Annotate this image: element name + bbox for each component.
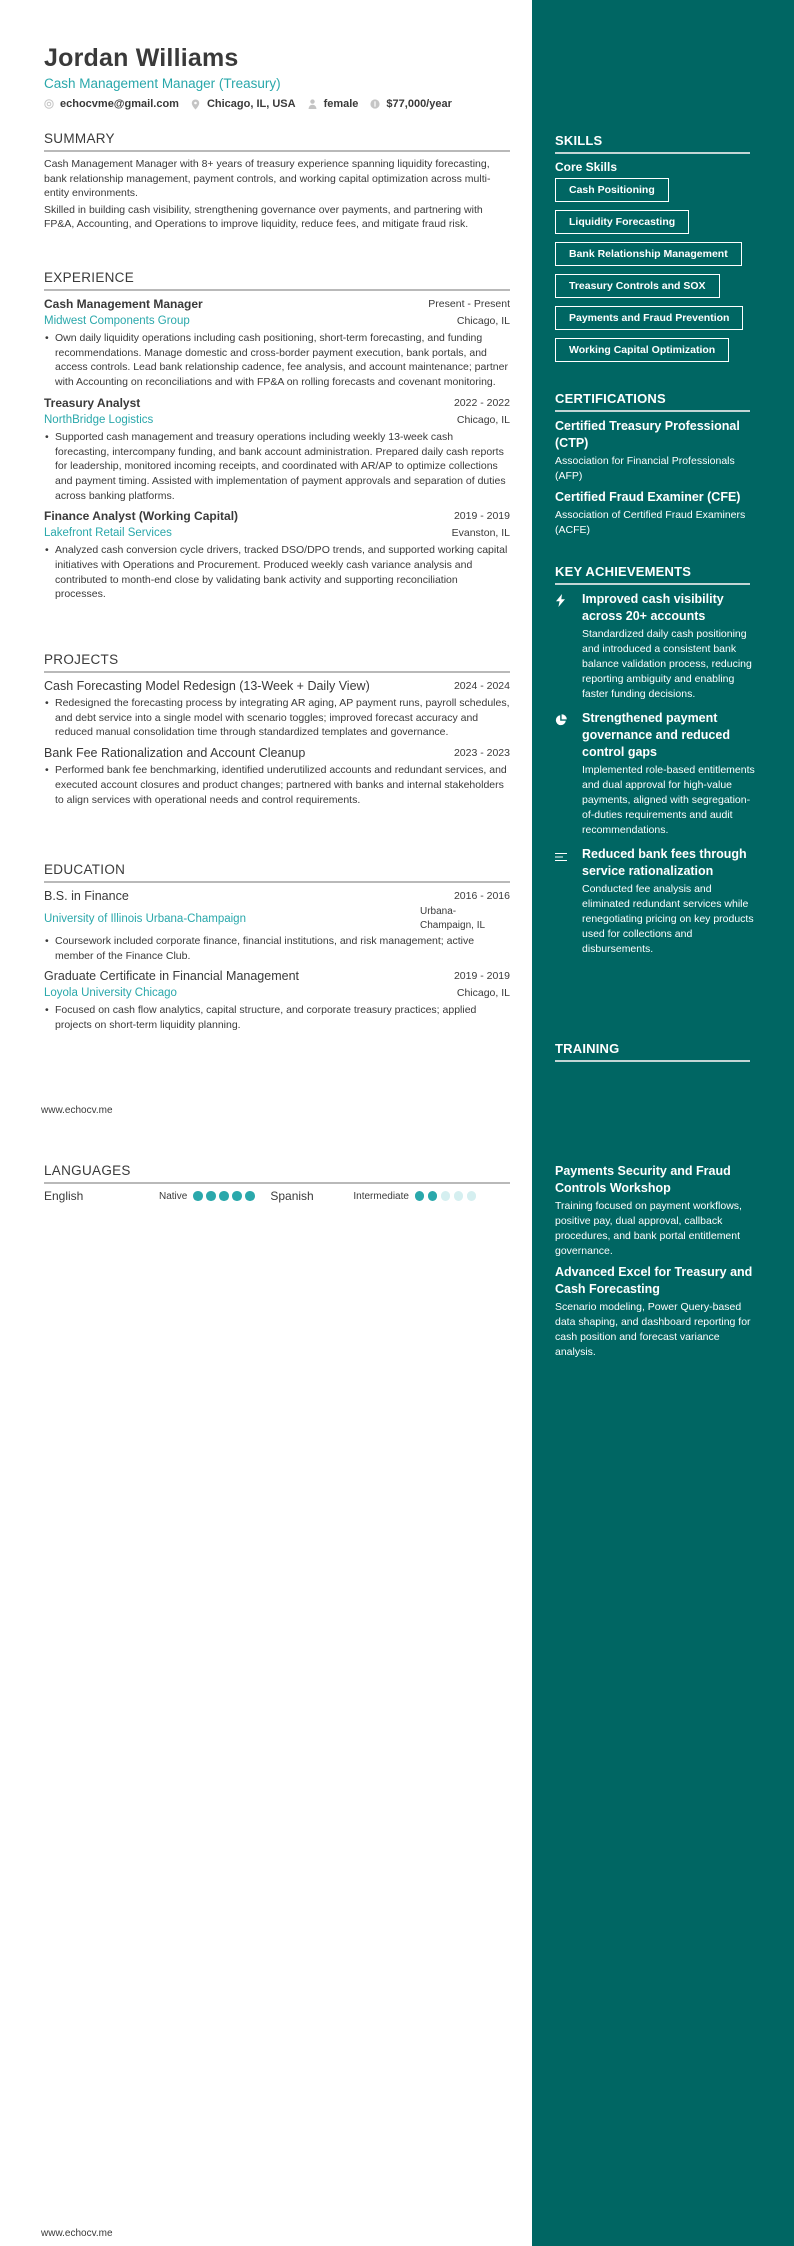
skills-heading: SKILLS [555,133,750,154]
job-title: Finance Analyst (Working Capital) [44,509,239,524]
contact-email-text: echocvme@gmail.com [60,98,179,110]
experience-heading: EXPERIENCE [44,270,510,291]
languages-heading: LANGUAGES [44,1163,510,1184]
skills-group-label: Core Skills [555,160,618,174]
skill-tag: Cash Positioning [555,178,669,202]
achievement-title: Strengthened payment governance and reduced control gaps [582,711,730,759]
pie-chart-icon [555,710,582,838]
achievement-description: Implemented role-based entitlements and dual approval for high-value payments, aligned with segregation-of-duties requirements and audit recommendations. [582,764,755,836]
job-location: Chicago, IL [456,315,510,327]
rating-dot-filled [206,1191,216,1201]
education-entry [44,968,510,1032]
rating-dot-empty [454,1191,464,1201]
projects-section [44,652,510,812]
language-name: English [44,1189,84,1203]
contact-location-text: Chicago, IL, USA [206,98,296,110]
job-bullet: • Analyzed cash conversion cycle drivers, tracked DSO/DPO trends, and supported working capital initiatives with Operations and Procurement. Produced weekly cash variance analysis and contributed to month-end close by validating bank activity and supporting reconciliation processes. [45,544,508,601]
achievement-item [555,710,755,838]
achievement-item [555,846,755,957]
projects-heading: PROJECTS [44,652,510,673]
contact-gender-text: female [323,98,359,110]
project-title: Cash Forecasting Model Redesign (13-Week + Daily View) [44,679,370,693]
project-bullet: • Performed bank fee benchmarking, identified underutilized accounts and redundant services, and executed account closures and product changes; partnered with banks and internal stakeholders to align services with operational needs and control requirements. [45,764,507,806]
experience-section [44,270,510,607]
skill-tag: Liquidity Forecasting [555,210,689,234]
project-dates: 2024 - 2024 [453,680,510,692]
contact-location [191,98,296,110]
training-description: Training focused on payment workflows, positive pay, dual approval, callback procedures, and bank portal entitlement governance. [555,1200,742,1257]
job-bullet: • Supported cash management and treasury operations including weekly 13-week cash forecasting, intercompany funding, and bank account administration. Prepared daily cash reports for leadership, monitored incoming receipts, and coordinated with AR/AP to optimize collections and payment timing. Assisted with implementation of payment approvals and separation of duties across banking platforms. [45,430,506,502]
align-lines-icon [555,846,582,957]
language-rating [415,1191,480,1201]
training-name: Payments Security and Fraud Controls Workshop [555,1164,731,1195]
language-name: Spanish [270,1189,314,1203]
experience-entry [44,395,510,504]
summary-paragraph: Cash Management Manager with 8+ years of treasury experience spanning liquidity forecasting, bank relationship management, payment controls, and working capital optimization across multi-entity environments. [44,158,491,199]
project-entry [44,745,510,807]
contact-bar [44,98,464,110]
education-section [44,862,510,1038]
rating-dot-filled [415,1191,425,1201]
education-entry [44,888,510,963]
education-dates: 2016 - 2016 [453,890,510,902]
rating-dot-empty [441,1191,451,1201]
experience-entry [44,508,510,602]
skill-tag: Payments and Fraud Prevention [555,306,743,330]
experience-entry [44,296,510,390]
project-entry [44,678,510,740]
company-name: NorthBridge Logistics [44,413,154,426]
rating-dot-filled [245,1191,255,1201]
training-description: Scenario modeling, Power Query-based data shaping, and dashboard reporting for cash position and forecast variance analysis. [555,1301,751,1358]
school-location: Urbana-Champaign, IL [420,906,486,931]
skills-section [555,133,755,370]
job-dates: 2019 - 2019 [453,510,510,523]
candidate-name: Jordan Williams [44,44,239,72]
certification-issuer: Association of Certified Fraud Examiners (ACFE) [555,509,746,536]
rating-dot-filled [193,1191,203,1201]
footer-website-link[interactable]: www.echocv.me [41,2228,113,2239]
degree-title: B.S. in Finance [44,889,129,903]
languages-row [44,1189,510,1203]
footer-website-link[interactable]: www.echocv.me [41,1105,113,1116]
rating-dot-empty [467,1191,477,1201]
training-heading: TRAINING [555,1041,750,1062]
skill-tag: Treasury Controls and SOX [555,274,720,298]
project-title: Bank Fee Rationalization and Account Cleanup [44,746,306,761]
location-pin-icon [191,99,201,109]
rating-dot-filled [219,1191,229,1201]
summary-heading: SUMMARY [44,131,510,152]
training-name: Advanced Excel for Treasury and Cash Forecasting [555,1265,753,1296]
education-bullet: • Focused on cash flow analytics, capital structure, and corporate treasury practices; applied projects on short-term liquidity planning. [45,1004,477,1032]
language-level: Intermediate [353,1190,409,1202]
lightning-bolt-icon [555,591,582,702]
education-bullet: • Coursework included corporate finance, financial institutions, and risk management; active member of the Finance Club. [45,935,475,962]
achievement-description: Standardized daily cash positioning and introduced a consistent bank balance validation process, reducing reporting ambiguity and enabling faster funding decisions. [582,628,752,700]
contact-salary [370,98,451,110]
certification-name: Certified Fraud Examiner (CFE) [555,490,741,504]
company-name: Lakefront Retail Services [44,527,172,540]
job-location: Evanston, IL [451,527,510,540]
project-dates: 2023 - 2023 [453,747,510,760]
at-icon [44,99,54,109]
certifications-heading: CERTIFICATIONS [555,391,750,412]
job-location: Chicago, IL [456,413,510,426]
skill-tag: Bank Relationship Management [555,242,742,266]
job-title: Cash Management Manager [44,297,203,311]
achievement-item [555,591,755,702]
certification-name: Certified Treasury Professional (CTP) [555,419,740,450]
education-heading: EDUCATION [44,862,510,883]
achievement-title: Reduced bank fees through service rationalization [582,847,747,878]
achievements-heading: KEY ACHIEVEMENTS [555,564,750,585]
contact-email[interactable] [44,98,179,110]
school-name: Loyola University Chicago [44,987,177,1000]
language-rating [193,1191,258,1201]
achievement-title: Improved cash visibility across 20+ accounts [582,592,724,623]
project-bullet: • Redesigned the forecasting process by integrating AR aging, AP payment runs, payroll schedules, and debt service into a single model with scenario toggles; improved forecast accuracy and reduced manual consolidation time through standardized templates and governance. [45,697,510,739]
education-dates: 2019 - 2019 [453,970,510,983]
job-title: Treasury Analyst [44,395,141,410]
school-location: Chicago, IL [456,987,510,1000]
company-name: Midwest Components Group [44,315,190,327]
summary-section [44,131,510,234]
person-icon [308,99,318,109]
rating-dot-filled [428,1191,438,1201]
languages-section [44,1163,510,1203]
achievements-section [555,564,755,965]
certifications-section [555,391,755,543]
job-dates: Present - Present [428,298,510,310]
language-level: Native [159,1190,188,1202]
job-dates: 2022 - 2022 [453,396,510,409]
training-section-heading [555,1041,755,1068]
certification-issuer: Association for Financial Professionals (AFP) [555,455,735,482]
candidate-role: Cash Management Manager (Treasury) [44,76,281,91]
rating-dot-filled [232,1191,242,1201]
summary-paragraph: Skilled in building cash visibility, strengthening governance over payments, and partnering with FP&A, Accounting, and Operations to improve liquidity, reduce fees, and mitigate fraud risk. [44,203,483,230]
contact-gender [308,98,359,110]
degree-title: Graduate Certificate in Financial Management [44,969,299,984]
contact-salary-text: $77,000/year [386,98,452,110]
skill-tag: Working Capital Optimization [555,338,729,362]
training-section [555,1163,755,1365]
salary-icon [370,99,380,109]
job-bullet: • Own daily liquidity operations including cash positioning, short-term forecasting, and funding recommendations. Manage domestic and cross-border payment execution, bank portals, and access controls. Lead bank relationship cadence, fee analysis, and account maintenance; partner with Accounting on reconciliations and with FP&A on rolling forecasts and covenant monitoring. [45,332,508,389]
achievement-description: Conducted fee analysis and eliminated redundant services while renegotiating pricing on key products used for collections and disbursements. [582,883,754,955]
school-name: University of Illinois Urbana-Champaign [44,912,246,925]
